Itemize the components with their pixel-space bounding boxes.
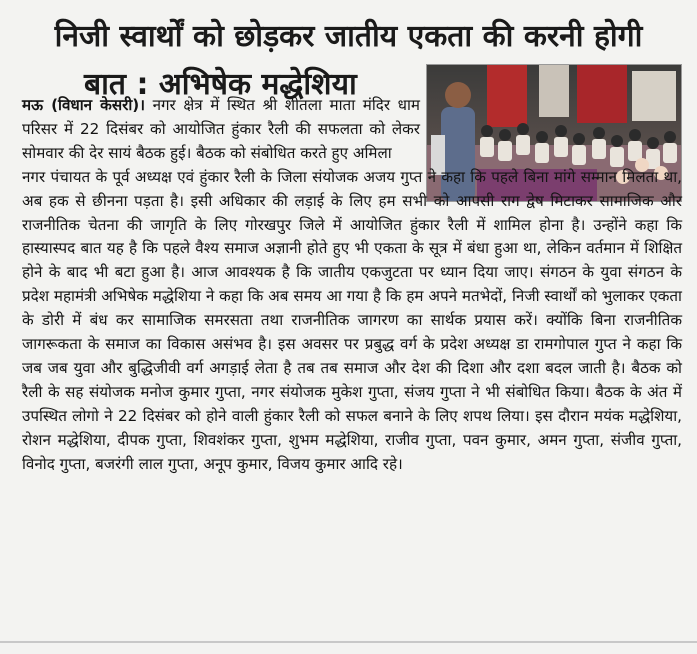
headline-line-1: निजी स्वार्थों को छोड़कर जातीय एकता की करनी होगी: [54, 19, 643, 54]
article-body: [22, 94, 682, 477]
body-text-full: नगर पंचायत के पूर्व अध्यक्ष एवं हुंकार रैली के जिला संयोजक अजय गुप्त ने कहा कि पहले बिना मांगे सम्मान मिलता था, अब हक से छीनना पड़ता है। इसी अधिकार की लड़ाई के लिए हम सभी को आपसी राग द्वेष मिटाकर सामाजिक और राजनीतिक चेतना की जागृति के लिए गोरखपुर जिले में आयोजित हुंकार रैली में शामिल होना है। उन्होंने कहा कि हास्यास्पद बात यह है कि पहले वैश्य समाज अज्ञानी होते हुए भी एकता के सूत्र में बंधा हुआ था, लेकिन वर्तमान में शिक्षित होने के बाद भी बटा हुआ है। आज आवश्यक है कि जातीय एकजुटता पर ध्यान दिया जाए। संगठन के युवा संगठन के प्रदेश महामंत्री अभिषेक मद्धेशिया ने कहा कि अब समय आ गया है कि हम अपने मतभेदों, निजी स्वार्थों को भुलाकर एकता के डोरी में बंध कर सामाजिक समरसता तथा राजनीतिक जागरण का सार्थक प्रयास करें। क्योंकि बिना राजनीतिक जागरूकता के समाज का विकास असंभव है। इस अवसर पर प्रबुद्ध वर्ग के प्रदेश अध्यक्ष डा रामगोपाल गुप्त ने कहा कि जब जब युवा और बुद्धिजीवी वर्ग अगड़ाई लेता है तब तब समाज और देश की दिशा और दशा बदल जाती है। बैठक को रैली के सह संयोजक मनोज कुमार गुप्ता, नगर संयोजक मुकेश गुप्ता, संजय गुप्ता ने भी संबोधित किया। बैठक के अंत में उपस्थित लोगो ने 22 दिसंबर को होने वाली हुंकार रैली को सफल बनाने के लिए शपथ लिया। इस दौरान मयंक मद्धेशिया, रोशन मद्धेशिया, दीपक गुप्ता, शिवशंकर गुप्ता, शुभम मद्धेशिया, राजीव गुप्ता, पवन कुमार, अमन गुप्ता, संजीव गुप्ता, विनोद गुप्ता, बजरंगी लाल गुप्ता, अनूप कुमार, विजय कुमार आदि रहे।: [22, 167, 682, 473]
body-wrapped-paragraph: [22, 94, 420, 166]
headline-line-2: बात : अभिषेक मद्धेशिया: [84, 67, 357, 102]
top-fragment-text: [40, 0, 180, 10]
bottom-divider: [0, 641, 697, 643]
body-text-wrapped: नगर क्षेत्र में स्थित श्री शीतला माता मंदिर धाम परिसर में 22 दिसंबर को आयोजित हुंकार रैली की सफलता को लेकर सोमवार की देर सायं बैठक हुई। बैठक को संबोधित करते हुए अमिला: [22, 96, 421, 162]
dateline: मऊ (विधान केसरी)।: [22, 96, 145, 114]
